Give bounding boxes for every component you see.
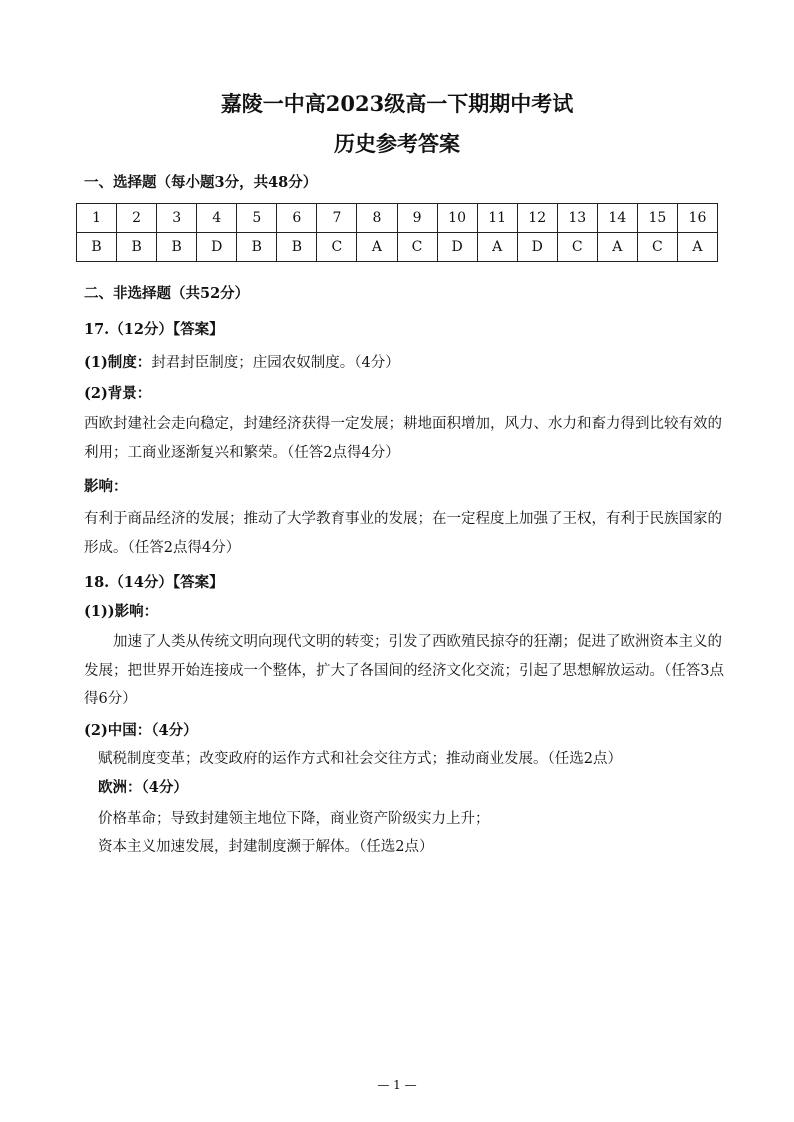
answer-table-number-row (77, 204, 718, 233)
answer-letter-cell: A (357, 233, 397, 262)
question-number-cell: 6 (277, 204, 317, 233)
q17-header: 17.（12分）【答案】 (84, 321, 224, 338)
section-multiple-choice-heading: 一、选择题（每小题3分，共48分） (84, 174, 318, 191)
q18-part2-text: 赋税制度变革；改变政府的运作方式和社会交往方式；推动商业发展。（任选2点） (98, 751, 622, 767)
question-number-cell: 13 (557, 204, 597, 233)
answer-letter-cell: D (197, 233, 237, 262)
q17-part1-label: (1)制度： (84, 354, 152, 371)
question-number-cell: 7 (317, 204, 357, 233)
answer-letter-cell: C (397, 233, 437, 262)
question-number-cell: 12 (517, 204, 557, 233)
answer-letter-cell: B (237, 233, 277, 262)
q18-europe-line2: 资本主义加速发展，封建制度濒于解体。（任选2点） (98, 839, 434, 855)
answer-letter-cell: B (157, 233, 197, 262)
answer-table-letter-row (77, 233, 718, 262)
question-number-cell: 10 (437, 204, 477, 233)
answer-letter-cell: C (637, 233, 677, 262)
question-number-cell: 15 (637, 204, 677, 233)
q17-part1-text: 封君封臣制度；庄园农奴制度。（4分） (151, 355, 400, 371)
question-number-cell: 8 (357, 204, 397, 233)
q18-europe-line1: 价格革命；导致封建领主地位下降，商业资产阶级实力上升； (98, 811, 490, 827)
q17-part2-text: 西欧封建社会走向稳定，封建经济获得一定发展；耕地面积增加，风力、水力和畜力得到比较有效的利用；工商业逐渐复兴和繁荣。（任答2点得4分） (84, 416, 722, 461)
answer-letter-cell: A (477, 233, 517, 262)
question-number-cell: 11 (477, 204, 517, 233)
answer-letter-cell: D (437, 233, 477, 262)
answer-letter-cell: C (317, 233, 357, 262)
answer-table (76, 203, 718, 262)
question-number-cell: 3 (157, 204, 197, 233)
q17-impact-label: 影响： (84, 478, 128, 495)
answer-letter-cell: B (77, 233, 117, 262)
question-number-cell: 1 (77, 204, 117, 233)
q17-part2-label: (2)背景： (84, 385, 152, 402)
q18-header: 18.（14分）【答案】 (84, 574, 224, 591)
question-number-cell: 5 (237, 204, 277, 233)
exam-title: 嘉陵一中高2023级高一下期期中考试 (220, 91, 574, 116)
exam-subtitle: 历史参考答案 (334, 131, 460, 156)
q17-impact-text: 有利于商品经济的发展；推动了大学教育事业的发展；在一定程度上加强了王权，有利于民族国家的形成。（任答2点得4分） (84, 511, 722, 556)
page-number: — 1 — (377, 1078, 417, 1092)
answer-letter-cell: D (517, 233, 557, 262)
q18-part1-label: (1))影响： (84, 603, 159, 620)
question-number-cell: 16 (677, 204, 717, 233)
q18-part2-label: (2)中国：（4分） (84, 722, 198, 739)
q17-part1 (84, 349, 724, 378)
section-non-choice-heading: 二、非选择题（共52分） (84, 285, 250, 302)
q18-europe-label: 欧洲：（4分） (98, 779, 188, 796)
question-number-cell: 9 (397, 204, 437, 233)
question-number-cell: 14 (597, 204, 637, 233)
answer-letter-cell: C (557, 233, 597, 262)
answer-letter-cell: B (277, 233, 317, 262)
question-number-cell: 4 (197, 204, 237, 233)
question-number-cell: 2 (117, 204, 157, 233)
answer-letter-cell: A (597, 233, 637, 262)
answer-letter-cell: B (117, 233, 157, 262)
answer-letter-cell: A (677, 233, 717, 262)
q18-part1-text: 加速了人类从传统文明向现代文明的转变；引发了西欧殖民掠夺的狂潮；促进了欧洲资本主义的发展；把世界开始连接成一个整体，扩大了各国间的经济文化交流；引起了思想解放运动。（任答3点得6分） (84, 634, 724, 707)
